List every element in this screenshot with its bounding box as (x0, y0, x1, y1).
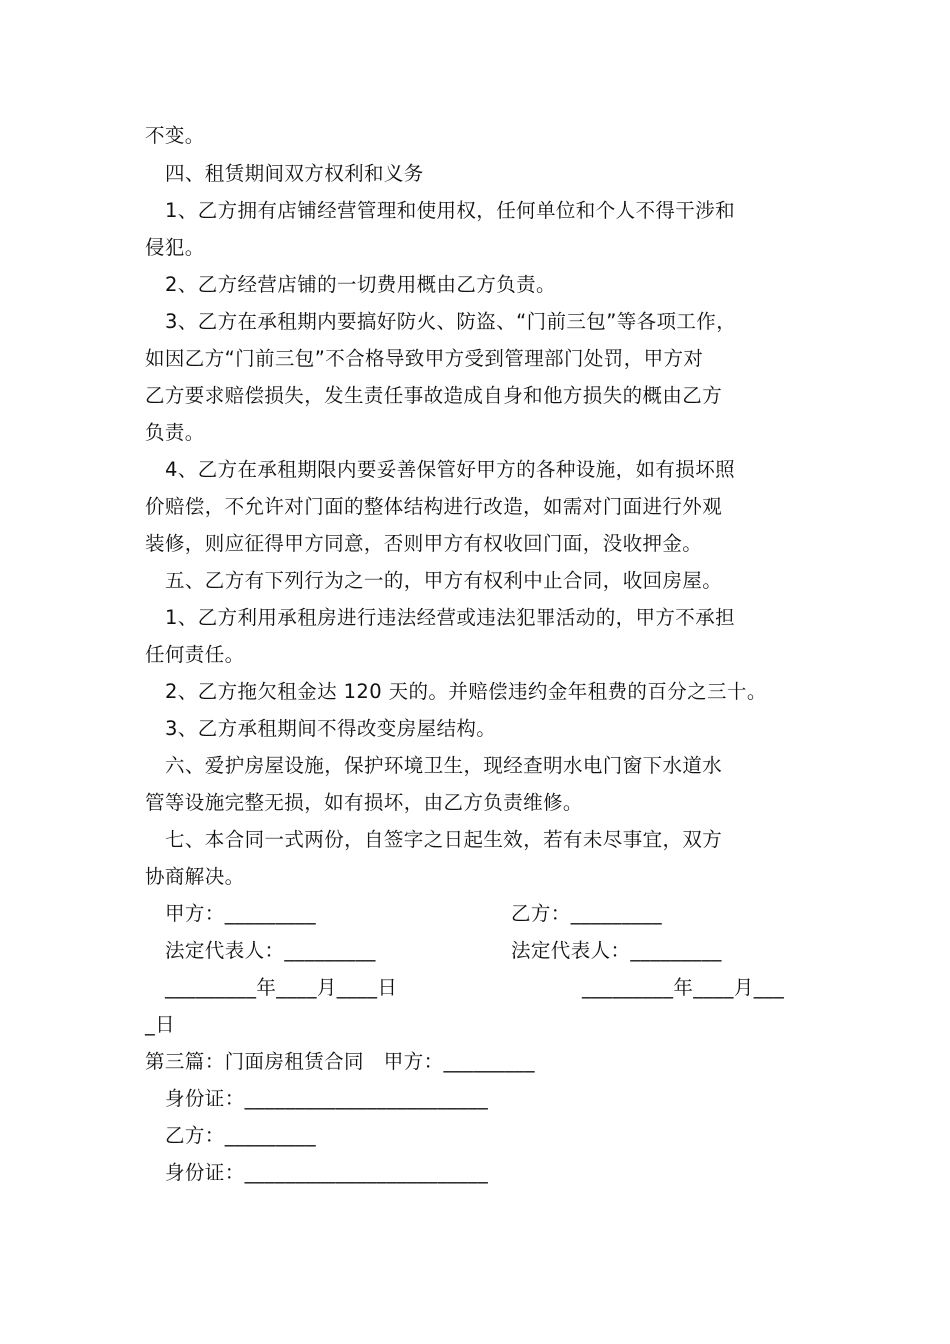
paragraph-line: 3、乙方在承租期内要搞好防火、防盗、“门前三包”等各项工作， (165, 310, 737, 333)
party-b-representative: 法定代表人：_________ (511, 939, 722, 962)
paragraph-line: 3、乙方承租期间不得改变房屋结构。 (165, 717, 497, 740)
paragraph-line: 价赔偿，不允许对门面的整体结构进行改造，如需对门面进行外观 (145, 495, 723, 518)
party-a-date: _________年____月____日 (165, 976, 398, 999)
party-a-signature: 甲方：_________ (165, 902, 317, 925)
paragraph-line: 负责。 (145, 421, 205, 444)
paragraph-line: 协商解决。 (145, 865, 245, 888)
paragraph-line: 1、乙方拥有店铺经营管理和使用权，任何单位和个人不得干涉和 (165, 199, 736, 222)
section-heading: 五、乙方有下列行为之一的，甲方有权利中止合同，收回房屋。 (165, 569, 723, 592)
part-three-heading: 第三篇：门面房租赁合同 甲方：_________ (145, 1050, 535, 1073)
paragraph-line: 任何责任。 (145, 643, 245, 666)
party-a-representative: 法定代表人：_________ (165, 939, 376, 962)
section-heading: 六、爱护房屋设施，保护环境卫生，现经查明水电门窗下水道水 (165, 754, 723, 777)
paragraph-line: 侵犯。 (145, 236, 205, 259)
party-b-id-field: 身份证：________________________ (165, 1161, 489, 1184)
paragraph-line: 如因乙方“门前三包”不合格导致甲方受到管理部门处罚，甲方对 (145, 347, 704, 370)
party-b-field: 乙方：_________ (165, 1124, 317, 1147)
party-b-date-continued: _日 (145, 1013, 176, 1036)
paragraph-line: 2、乙方经营店铺的一切费用概由乙方负责。 (165, 273, 556, 296)
paragraph-line: 2、乙方拖欠租金达 120 天的。并赔偿违约金年租费的百分之三十。 (165, 680, 767, 703)
paragraph-line: 1、乙方利用承租房进行违法经营或违法犯罪活动的，甲方不承担 (165, 606, 736, 629)
paragraph-line: 乙方要求赔偿损失，发生责任事故造成自身和他方损失的概由乙方 (145, 384, 723, 407)
paragraph-line: 不变。 (145, 124, 205, 147)
party-b-signature: 乙方：_________ (511, 902, 663, 925)
paragraph-line: 装修，则应征得甲方同意，否则甲方有权收回门面，没收押金。 (145, 532, 703, 555)
section-heading: 七、本合同一式两份，自签字之日起生效，若有未尽事宜，双方 (165, 828, 723, 851)
party-b-date: _________年____月___ (582, 976, 785, 999)
section-heading: 四、租赁期间双方权利和义务 (165, 162, 424, 185)
paragraph-line: 4、乙方在承租期限内要妥善保管好甲方的各种设施，如有损坏照 (165, 458, 736, 481)
party-a-id-field: 身份证：________________________ (165, 1087, 489, 1110)
paragraph-line: 管等设施完整无损，如有损坏，由乙方负责维修。 (145, 791, 583, 814)
